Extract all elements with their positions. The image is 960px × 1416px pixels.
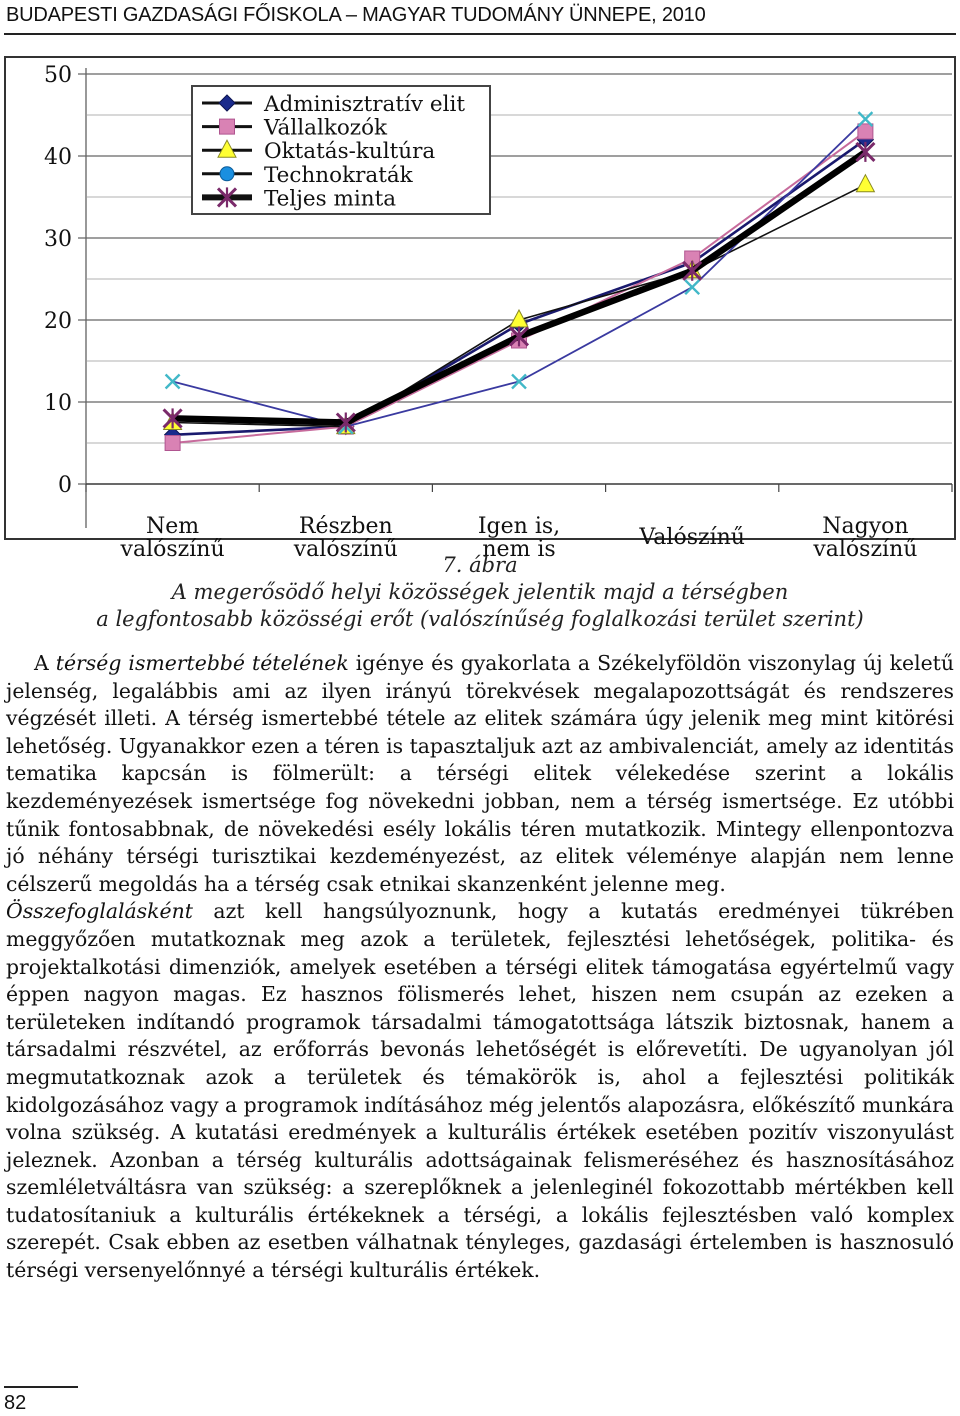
category-label: valószínű: [120, 537, 225, 562]
legend-marker: [220, 167, 234, 181]
legend-label: Vállalkozók: [264, 115, 388, 141]
caption-number: 7. ábra: [442, 553, 518, 577]
category-label: valószínű: [813, 537, 918, 562]
running-header: BUDAPESTI GAZDASÁGI FŐISKOLA – MAGYAR TUDOMÁNY ÜNNEPE, 2010: [6, 4, 706, 26]
legend-label: Adminisztratív elit: [264, 92, 465, 117]
category-label: Nem: [146, 514, 200, 539]
legend-label: Oktatás-kultúra: [264, 139, 436, 165]
category-label: Igen is,: [477, 514, 561, 539]
legend-marker: [220, 119, 235, 134]
legend-label: Teljes minta: [264, 186, 397, 212]
y-tick-label: 30: [44, 227, 72, 252]
data-point: [856, 175, 874, 192]
y-tick-label: 10: [44, 391, 72, 416]
y-tick-label: 20: [44, 309, 72, 334]
y-tick-label: 0: [58, 473, 72, 498]
caption-line-2: a legfontosabb közösségi erőt (valószínűség foglalkozási terület szerint): [96, 607, 864, 631]
body-text: [6, 650, 954, 1285]
category-label: Valószínű: [639, 525, 745, 550]
category-label: Nagyon: [822, 514, 909, 539]
data-point: [165, 436, 180, 451]
p2-emphasis: Összefoglalásként: [6, 899, 193, 924]
y-tick-label: 50: [44, 63, 72, 88]
y-tick-label: 40: [44, 145, 72, 170]
data-point: [512, 375, 526, 389]
p2-rest: azt kell hangsúlyoznunk, hogy a kutatás eredményei tükrében meggyőzően mutatkoznak meg azok a területek, fejlesztési lehetőségek, politika- és projektalkotási dimenziók, amelyek esetében a térségi elitek támogatása egyértelmű vagy éppen nagyon magas. Ez hasznos fölismerés lehet, hiszen nem csupán az ezeken a területeken indítandó programok társadalmi támogatottsága látszik biztosnak, hanem a társadalmi részvétel, az erőforrás bevonás lehetőségét is előrevetíti. De ugyanolyan jól megmutatkoznak azok a területek és témakörök is, ahol a fejlesztési politikák kidolgozásához vagy a programok indításához még jelentős alapozásra, előkészítő munkára volna szükség. A kutatási eredmények a kulturális értékek esetében pozitív viszonyulást jeleznek. Azonban a térség kulturális adottságainak felismeréséhez és hasznosításához szemléletváltásra van szükség: a szereplőknek a jelenleginél fokozottabb mértékben kell tudatosítaniuk a kulturális értékeknek a térségi, a lokális fejlesztésben való komplex szerepét. Csak ebben az esetben válhatnak tényleges, gazdasági értelemben is hasznosuló térségi versenyelőnnyé a térségi kulturális értékek.: [6, 899, 954, 1283]
footer-rule: [4, 1386, 78, 1388]
category-label: nem is: [482, 537, 556, 562]
category-label: valószínű: [293, 537, 398, 562]
header-rule: [4, 33, 956, 35]
paragraph-2: [6, 898, 954, 1284]
figure-chart: [4, 56, 956, 562]
p1-emphasis: térség ismertebbé tételének: [55, 651, 349, 675]
data-point: [685, 280, 699, 294]
p1-rest: igénye és gyakorlata a Székelyföldön viszonylag új keletű jelenség, legalábbis ami az ilyen irányú törekvések megalapozottságát és rendszeres végzését illeti. A térség ismertebbé tétele az elitek számára úgy jelenik meg mint kitörési lehetőség. Ugyanakkor ezen a téren is tapasztaljuk azt az ambivalenciát, amely az identitás tematika kapcsán is fölmerült: a térségi elitek vélekedése szerint a lokális kezdeményezések ismertsége fog növekedni jobban, nem a térség ismertsége. Ez utóbbi tűnik fontosabbnak, de növekedési esély lokális téren mutatkozik. Mintegy ellenpontozva jó néhány térségi turisztikai kezdeményezést, az elitek véleménye alapján nem lenne célszerű megoldás ha a térség csak etnikai skanzenként jelenne meg.: [6, 651, 954, 896]
legend-label: Technokraták: [264, 162, 413, 188]
paragraph-1: [6, 650, 954, 898]
category-label: Részben: [298, 514, 393, 539]
p1-lead: A: [34, 651, 56, 675]
figure-caption: [4, 552, 956, 633]
line-chart: [4, 56, 956, 562]
data-point: [858, 124, 873, 139]
data-point: [856, 142, 874, 162]
data-point: [166, 375, 180, 389]
page-number: 82: [4, 1392, 27, 1414]
caption-line-1: A megerősödő helyi közösségek jelentik majd a térségben: [171, 580, 789, 604]
